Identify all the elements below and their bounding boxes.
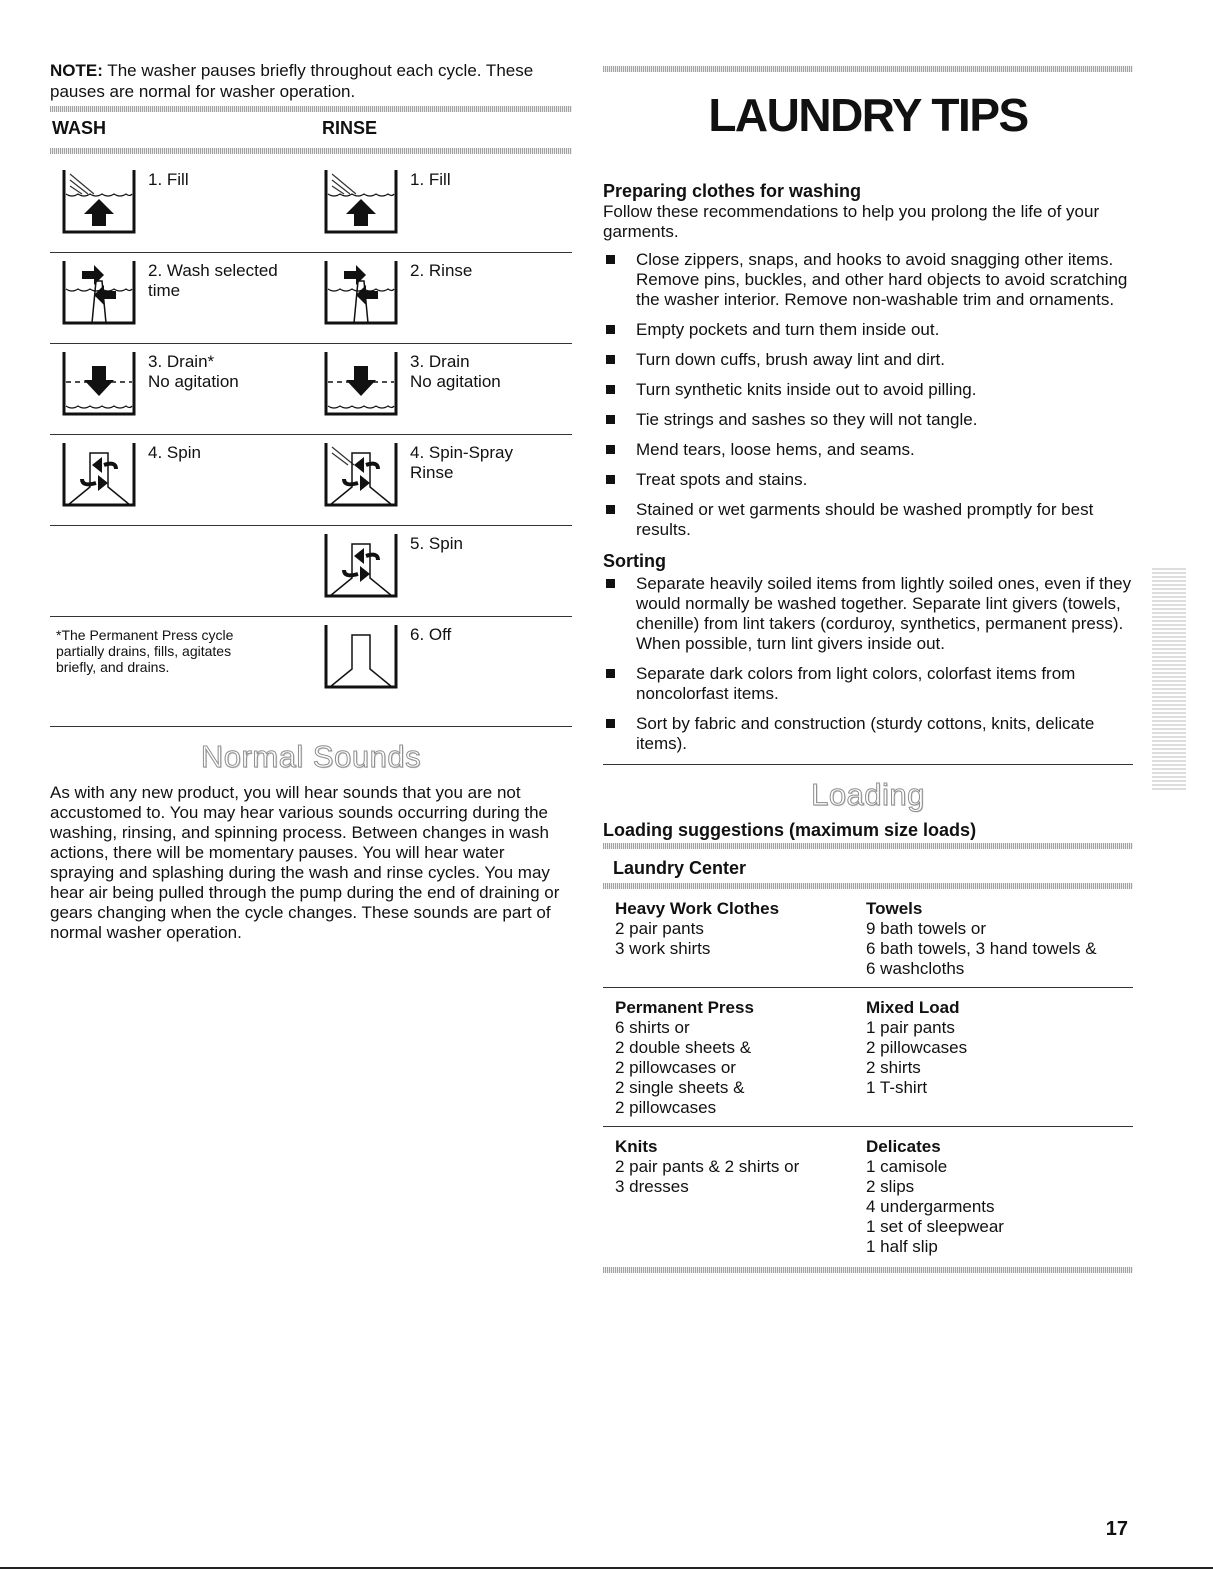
- sorting-heading: Sorting: [603, 551, 666, 571]
- bullet-icon: [606, 355, 615, 364]
- load-items: 1 camisole 2 slips 4 undergarments 1 set of sleepwear 1 half slip: [866, 1157, 1004, 1256]
- list-item: [603, 664, 1133, 704]
- list-item: [603, 574, 1133, 654]
- rinse-step: [324, 534, 463, 600]
- bullet-icon: [606, 579, 615, 588]
- list-item-text: Close zippers, snaps, and hooks to avoid snagging other items. Remove pins, buckles, and other hard objects to avoid scratching the washer interior. Remove non-washable trim and ornaments.: [636, 250, 1128, 309]
- page-bottom-rule: [0, 1567, 1213, 1569]
- note-text: The washer pauses briefly throughout each cycle. These pauses are normal for washer operation.: [50, 61, 534, 101]
- cycle-row: [50, 344, 572, 435]
- side-language-tab: [1152, 566, 1186, 790]
- preparing-intro: Follow these recommendations to help you prolong the life of your garments.: [603, 202, 1100, 241]
- list-item: [603, 250, 1133, 310]
- rinse-step-label: 4. Spin-Spray Rinse: [410, 443, 513, 482]
- list-item: [603, 320, 1133, 340]
- sorting-list: [603, 574, 1133, 754]
- loading-heading: Loading suggestions (maximum size loads): [603, 820, 977, 840]
- divider: [603, 764, 1133, 765]
- rinse-header: RINSE: [322, 118, 378, 138]
- rinse-step: [324, 625, 451, 691]
- load-items: 2 pair pants 3 work shirts: [615, 919, 711, 958]
- list-item-text: Empty pockets and turn them inside out.: [636, 320, 940, 339]
- list-item: [603, 440, 1133, 460]
- wash-step-label: 1. Fill: [148, 170, 189, 189]
- load-title: Heavy Work Clothes: [615, 899, 780, 918]
- list-item-text: Treat spots and stains.: [636, 470, 808, 489]
- wash-step: [62, 352, 239, 418]
- rinse-step-label: 5. Spin: [410, 534, 463, 553]
- load-cell: [866, 899, 1117, 979]
- fill-icon: [62, 170, 136, 236]
- cycle-row: [50, 526, 572, 617]
- cycle-row: [50, 162, 572, 253]
- load-row: [603, 1127, 1133, 1267]
- list-item-text: Turn down cuffs, brush away lint and dirt.: [636, 350, 945, 369]
- rinse-step: [324, 443, 513, 509]
- load-cell: [866, 1137, 1117, 1257]
- rinse-step: [324, 170, 451, 236]
- bullet-icon: [606, 445, 615, 454]
- divider: [50, 106, 572, 112]
- off-icon: [324, 625, 398, 691]
- list-item-text: Separate heavily soiled items from lightly soiled ones, even if they would normally be washed together. Separate lint givers (towels, chenille) from lint takers (corduroy, synthetics, permanent press). When possible, turn lint givers inside out.: [636, 574, 1132, 653]
- normal-sounds-title: Normal Sounds: [200, 739, 422, 774]
- load-title: Towels: [866, 899, 923, 918]
- bullet-icon: [606, 505, 615, 514]
- list-item: [603, 380, 1133, 400]
- load-items: 2 pair pants & 2 shirts or 3 dresses: [615, 1157, 800, 1196]
- load-cell: [615, 998, 866, 1118]
- cycle-row: [50, 617, 572, 727]
- rinse-step-label: 2. Rinse: [410, 261, 473, 280]
- bullet-icon: [606, 719, 615, 728]
- wash-header: WASH: [52, 118, 106, 138]
- wash-step-label: 2. Wash selected time: [148, 261, 278, 300]
- load-items: 1 pair pants 2 pillowcases 2 shirts 1 T-shirt: [866, 1018, 968, 1097]
- spin-icon: [324, 534, 398, 600]
- load-items: 9 bath towels or 6 bath towels, 3 hand towels & 6 washcloths: [866, 919, 1097, 978]
- list-item: [603, 714, 1133, 754]
- wash-step-label: 3. Drain* No agitation: [148, 352, 239, 391]
- agitate-icon: [62, 261, 136, 327]
- list-item-text: Stained or wet garments should be washed promptly for best results.: [636, 500, 1094, 539]
- list-item-text: Turn synthetic knits inside out to avoid pilling.: [636, 380, 977, 399]
- cycle-header: [50, 118, 572, 144]
- load-cell: [866, 998, 1117, 1118]
- drain-icon: [62, 352, 136, 418]
- load-title: Knits: [615, 1137, 658, 1156]
- cycle-row: [50, 253, 572, 344]
- note-paragraph: [50, 60, 572, 102]
- load-title: Mixed Load: [866, 998, 960, 1017]
- list-item-text: Tie strings and sashes so they will not tangle.: [636, 410, 978, 429]
- wash-step-label: 4. Spin: [148, 443, 201, 462]
- list-item: [603, 470, 1133, 490]
- load-items: 6 shirts or 2 double sheets & 2 pillowcases or 2 single sheets & 2 pillowcases: [615, 1018, 752, 1117]
- fill-icon: [324, 170, 398, 236]
- rinse-step-label: 1. Fill: [410, 170, 451, 189]
- bullet-icon: [606, 385, 615, 394]
- divider: [50, 148, 572, 154]
- load-cell: [615, 899, 866, 979]
- laundry-tips-title: LAUNDRY TIPS: [708, 89, 1028, 141]
- cycle-footnote: *The Permanent Press cycle partially drains, fills, agitates briefly, and drains.: [56, 627, 234, 675]
- spin-icon: [62, 443, 136, 509]
- wash-step: [62, 170, 189, 236]
- load-row: [603, 988, 1133, 1127]
- bullet-icon: [606, 415, 615, 424]
- drain-icon: [324, 352, 398, 418]
- divider: [603, 843, 1133, 849]
- right-column: [603, 60, 1133, 1273]
- list-item-text: Separate dark colors from light colors, colorfast items from noncolorfast items.: [636, 664, 1076, 703]
- note-label: NOTE:: [50, 61, 103, 80]
- list-item-text: Mend tears, loose hems, and seams.: [636, 440, 915, 459]
- rinse-step-label: 3. Drain No agitation: [410, 352, 501, 391]
- list-item: [603, 410, 1133, 430]
- wash-step: [62, 443, 201, 509]
- bullet-icon: [606, 669, 615, 678]
- page-number: 17: [1105, 1518, 1128, 1540]
- spin-spray-icon: [324, 443, 398, 509]
- list-item-text: Sort by fabric and construction (sturdy cottons, knits, delicate items).: [636, 714, 1095, 753]
- cycle-row: [50, 435, 572, 526]
- divider: [603, 66, 1133, 72]
- list-item: [603, 500, 1133, 540]
- bullet-icon: [606, 475, 615, 484]
- load-title: Delicates: [866, 1137, 941, 1156]
- bullet-icon: [606, 255, 615, 264]
- rinse-step-label: 6. Off: [410, 625, 452, 644]
- left-column: [50, 60, 572, 943]
- normal-sounds-text: As with any new product, you will hear sounds that you are not accustomed to. You may hear various sounds occurring during the washing, rinsing, and spinning process. Between changes in wash actions, there will be momentary pauses. You will hear water spraying and splashing during the wash and rinse cycles. You may hear air being pulled through the pump during the end of draining or gears changing when the cycle changes. These sounds are part of normal washer operation.: [50, 783, 560, 942]
- load-title: Permanent Press: [615, 998, 754, 1017]
- load-row: [603, 889, 1133, 988]
- divider: [603, 883, 1133, 889]
- bullet-icon: [606, 325, 615, 334]
- agitate-icon: [324, 261, 398, 327]
- rinse-step: [324, 261, 472, 327]
- preparing-list: [603, 250, 1133, 540]
- laundry-center-heading: Laundry Center: [613, 858, 747, 878]
- load-cell: [615, 1137, 866, 1257]
- list-item: [603, 350, 1133, 370]
- wash-step: [62, 261, 278, 327]
- preparing-heading: Preparing clothes for washing: [603, 181, 862, 201]
- divider: [603, 1267, 1133, 1273]
- rinse-step: [324, 352, 501, 418]
- loading-title: Loading: [811, 777, 925, 812]
